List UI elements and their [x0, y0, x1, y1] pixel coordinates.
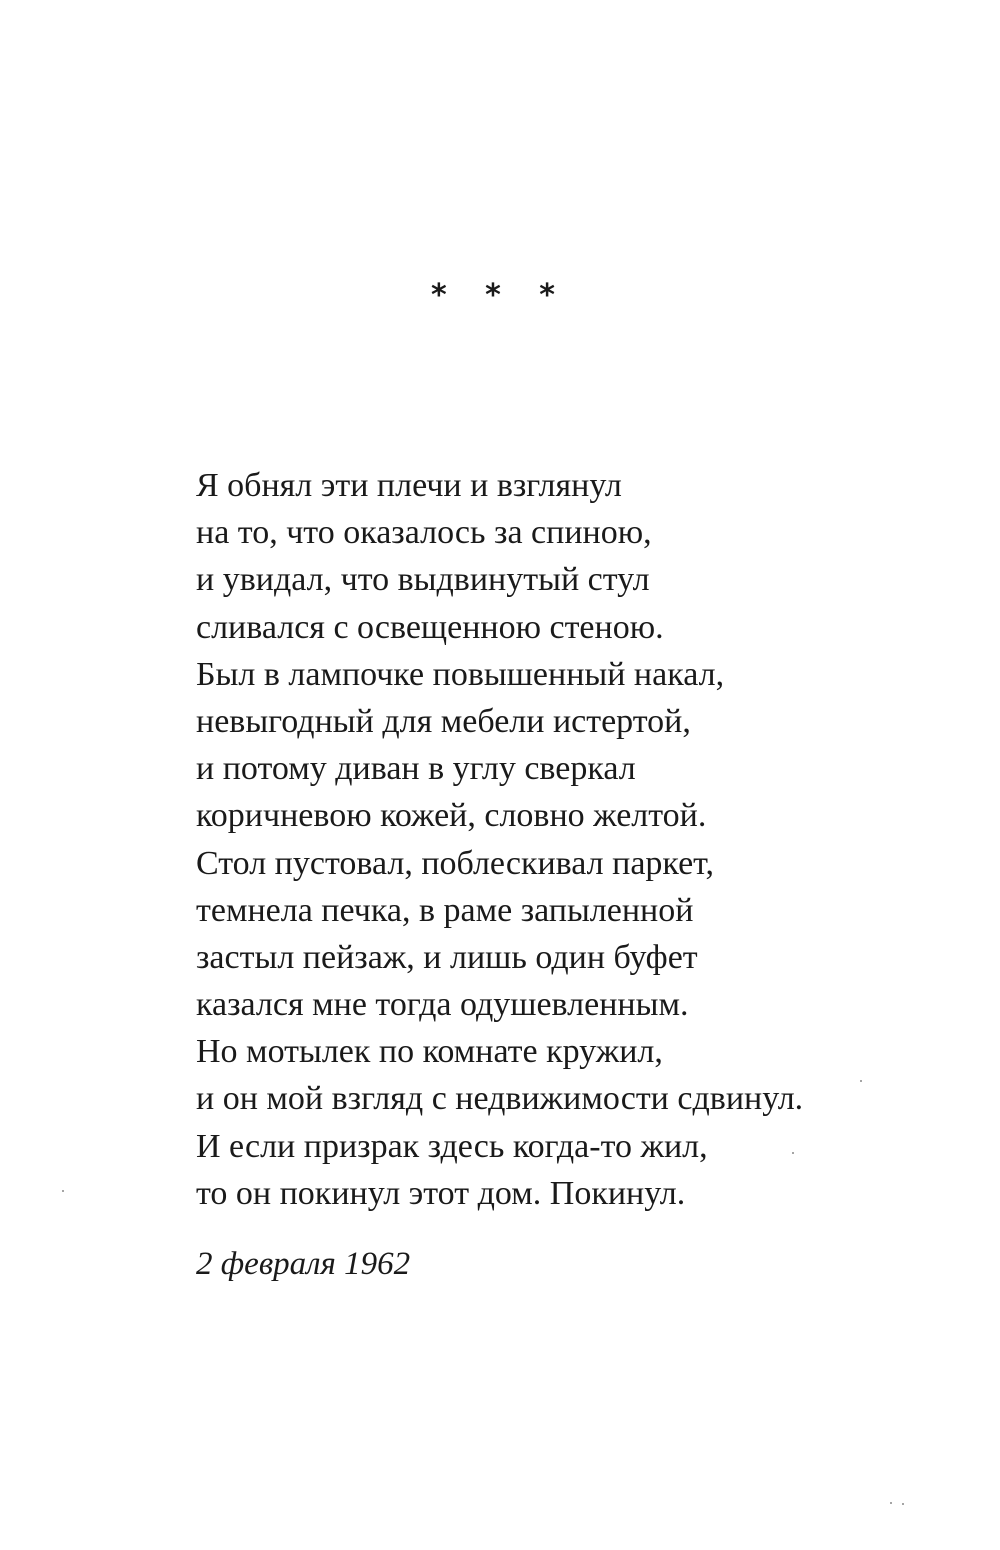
poem-line: то он покинул этот дом. Покинул. — [196, 1174, 686, 1212]
poem-line: И если призрак здесь когда-то жил, — [196, 1127, 708, 1165]
scan-speck — [890, 1502, 892, 1504]
scan-speck — [902, 1503, 904, 1505]
poem-line: сливался с освещенною стеною. — [196, 608, 664, 646]
poem — [196, 462, 956, 1217]
poem-line: и он мой взгляд с недвижимости сдвинул. — [196, 1080, 804, 1118]
poem-line: застыл пейзаж, и лишь один буфет — [196, 938, 698, 976]
poem-line: Я обнял эти плечи и взглянул — [196, 467, 622, 504]
poem-date: 2 февраля 1962 — [196, 1246, 411, 1282]
poem-line: на то, что оказалось за спиною, — [196, 514, 652, 552]
poem-line: казался мне тогда одушевленным. — [196, 986, 689, 1024]
scan-speck — [62, 1190, 64, 1192]
poem-line: Стол пустовал, поблескивал паркет, — [196, 844, 714, 882]
section-ornament: * * * — [431, 278, 569, 313]
poem-line: коричневою кожей, словно желтой. — [196, 797, 707, 835]
scan-speck — [860, 1080, 862, 1082]
poem-line: темнела печка, в раме запыленной — [196, 891, 694, 929]
poem-line: и потому диван в углу сверкал — [196, 750, 636, 788]
poem-line: Но мотылек по комнате кружил, — [196, 1033, 663, 1071]
poem-line: и увидал, что выдвинутый стул — [196, 561, 650, 599]
poem-line: Был в лампочке повышенный накал, — [196, 655, 725, 693]
poem-line: невыгодный для мебели истертой, — [196, 702, 691, 740]
scan-speck — [792, 1152, 794, 1154]
